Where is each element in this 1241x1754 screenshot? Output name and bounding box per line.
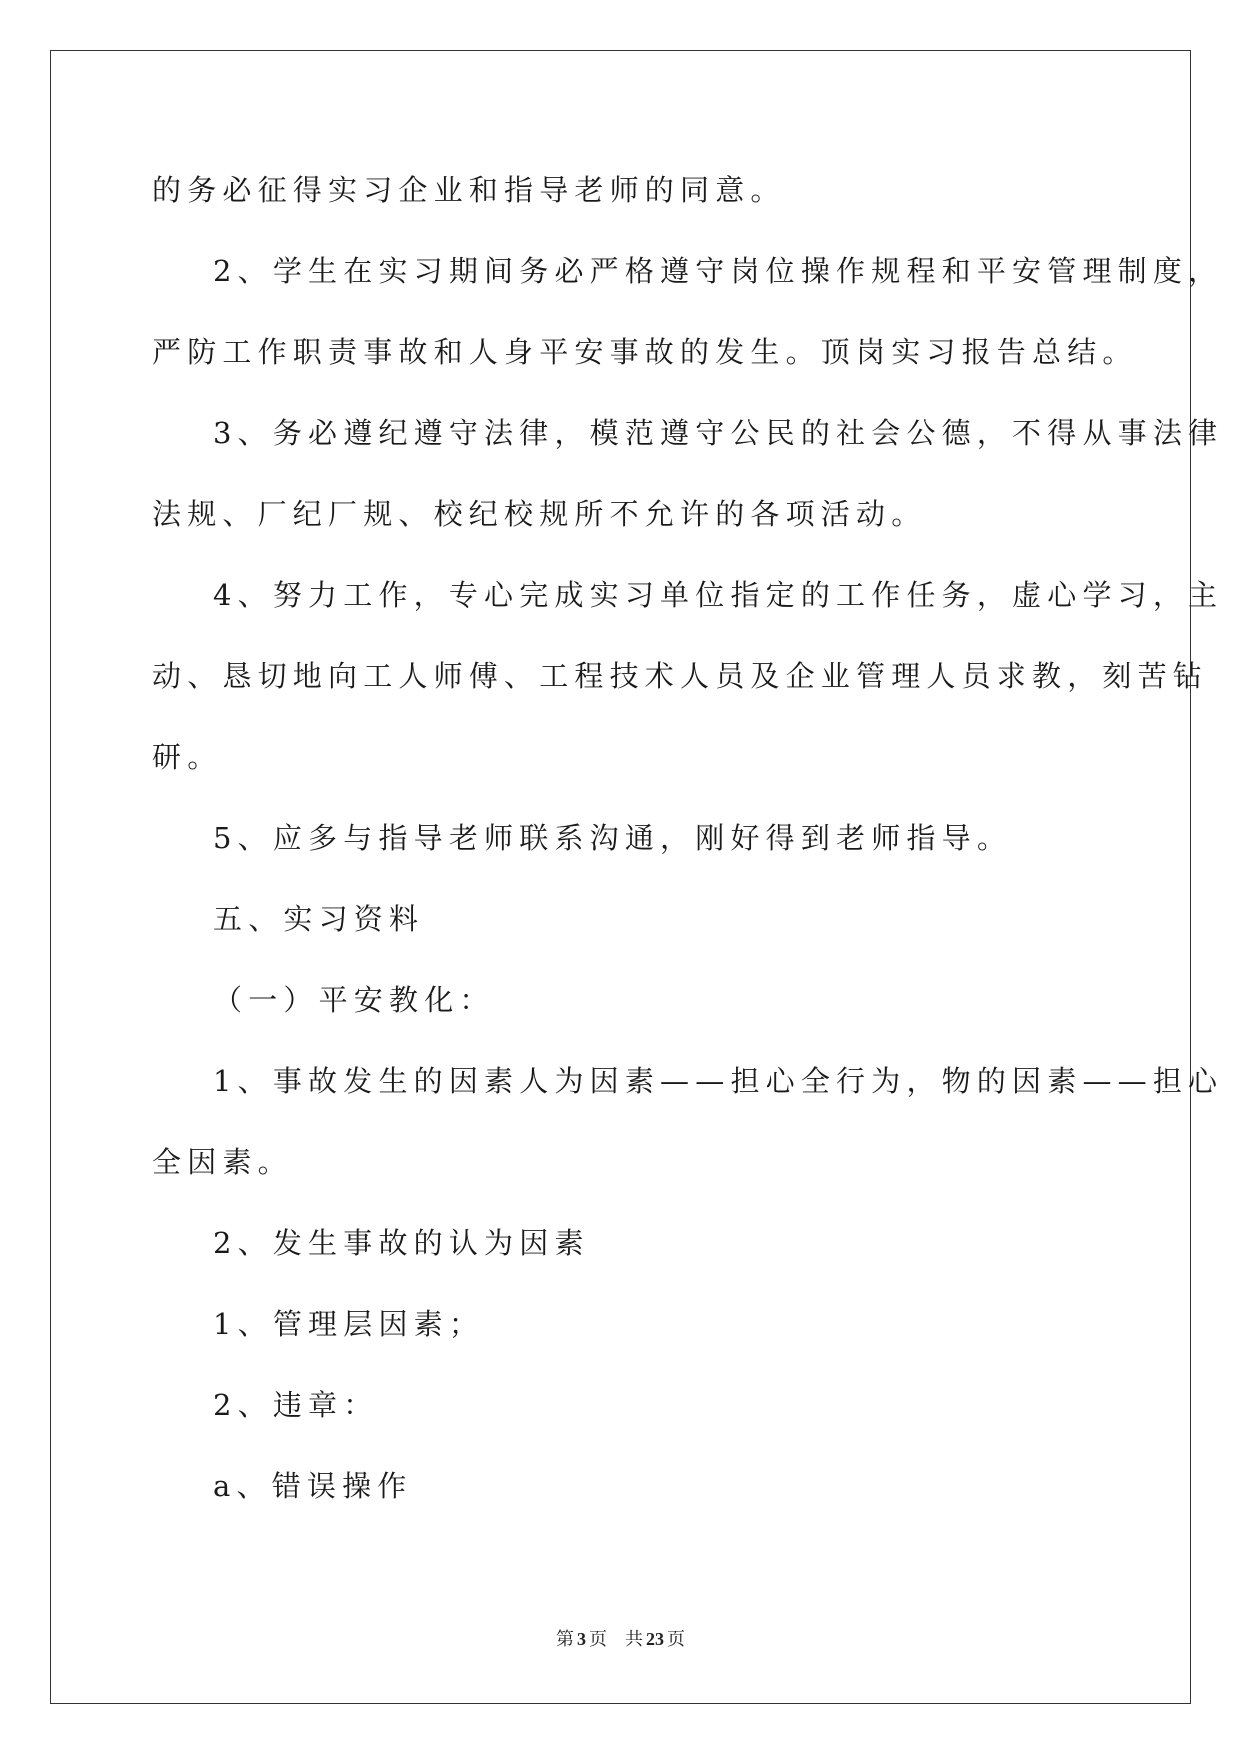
- text-line: 2、学生在实习期间务必严格遵守岗位操作规程和平安管理制度，: [213, 254, 1224, 288]
- document-body: [152, 150, 1224, 1527]
- text-line: （一）平安教化：: [213, 983, 495, 1017]
- text-line: 的务必征得实习企业和指导老师的同意。: [152, 173, 786, 207]
- footer-prefix: 第: [556, 1629, 574, 1649]
- text-line: 3、务必遵纪遵守法律，模范遵守公民的社会公德，不得从事法律: [213, 416, 1224, 450]
- text-line: 5、应多与指导老师联系沟通，刚好得到老师指导。: [213, 821, 1013, 855]
- current-page-number: 3: [577, 1629, 586, 1649]
- page-footer: [0, 1625, 1241, 1651]
- total-pages-number: 23: [646, 1629, 664, 1649]
- text-line: 1、事故发生的因素人为因素——担心全行为，物的因素——担心: [213, 1064, 1224, 1098]
- text-line: 研。: [152, 740, 223, 774]
- footer-total-unit: 页: [667, 1629, 685, 1649]
- text-line: 2、违章：: [213, 1388, 379, 1422]
- text-line: 法规、厂纪厂规、校纪校规所不允许的各项活动。: [152, 497, 927, 531]
- text-line: 五、实习资料: [213, 902, 425, 936]
- text-line: 全因素。: [152, 1145, 293, 1179]
- text-line: 2、发生事故的认为因素: [213, 1226, 590, 1260]
- footer-total-prefix: 共: [625, 1629, 643, 1649]
- footer-page-unit: 页: [589, 1629, 607, 1649]
- text-line: a、错误操作: [213, 1469, 413, 1503]
- text-line: 动、恳切地向工人师傅、工程技术人员及企业管理人员求教，刻苦钻: [152, 659, 1209, 693]
- text-line: 4、努力工作，专心完成实习单位指定的工作任务，虚心学习，主: [213, 578, 1224, 612]
- text-line: 1、管理层因素；: [213, 1307, 485, 1341]
- text-line: 严防工作职责事故和人身平安事故的发生。顶岗实习报告总结。: [152, 335, 1138, 369]
